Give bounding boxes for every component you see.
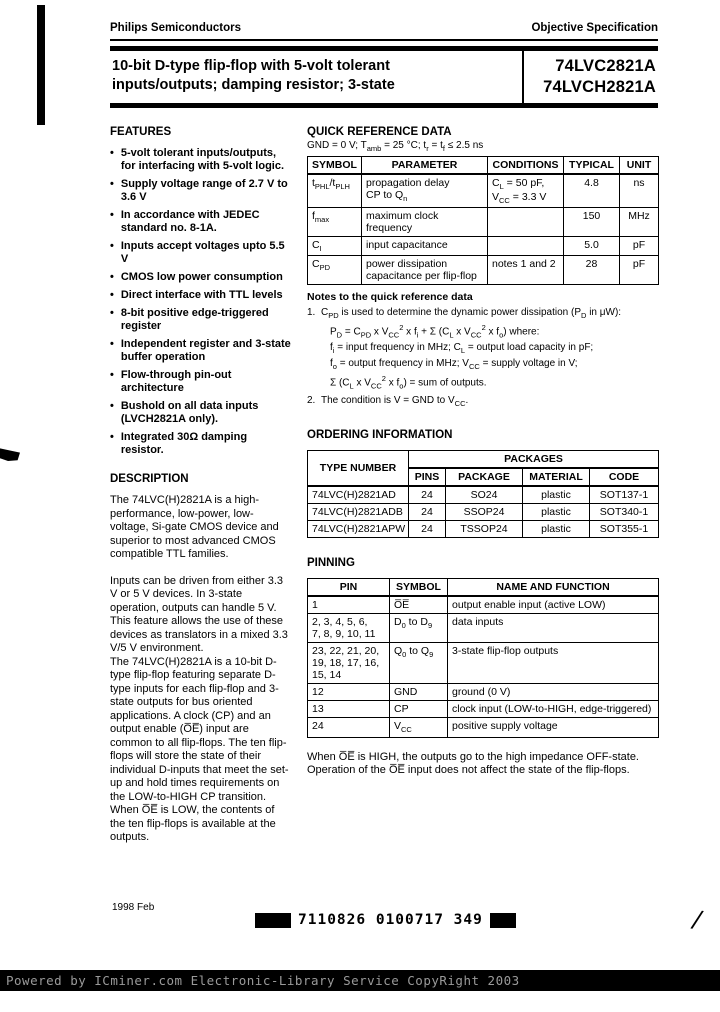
publication-date: 1998 Feb (112, 902, 155, 913)
col-package: PACKAGE (446, 468, 523, 486)
cell-pins: 24 (409, 504, 446, 521)
title-line-1: 10-bit D-type flip-flop with 5-volt tolerant (112, 58, 390, 74)
document-title (110, 51, 524, 103)
cell-code: SOT340-1 (590, 504, 659, 521)
cell-symbol: GND (390, 684, 448, 701)
table-row (308, 614, 659, 643)
barcode-block-icon (490, 913, 516, 928)
note-number: 1. (307, 306, 316, 318)
cell-symbol: O̅E̅ (390, 596, 448, 614)
cell-package: SSOP24 (446, 504, 523, 521)
cell-code: SOT355-1 (590, 521, 659, 538)
feature-item (110, 369, 291, 395)
description-paragraph: Inputs can be driven from either 3.3 V or 5 V devices. In 3-state operation, outputs can handle 5 V. This feature allows the use of these devices as translators in a mixed 3.3 V/5 V environment. (110, 574, 288, 654)
feature-text: Flow-through pin-out architecture (120, 369, 232, 394)
cell-function: positive supply voltage (448, 718, 659, 737)
col-packages: PACKAGES (409, 451, 659, 469)
part-number-2: 74LVCH2821A (543, 78, 656, 96)
col-pins: PINS (409, 468, 446, 486)
qrd-heading: QUICK REFERENCE DATA (307, 126, 452, 138)
note-item (307, 395, 658, 411)
feature-item (110, 338, 291, 364)
left-column (110, 120, 291, 858)
table-row (308, 684, 659, 701)
scan-artifact-bar (37, 5, 45, 125)
note-body (321, 307, 658, 393)
right-column (307, 120, 658, 858)
cell-unit: MHz (620, 208, 659, 237)
feature-item (110, 240, 291, 266)
feature-text: Independent register and 3-state buffer operation (120, 338, 291, 363)
cell-function: output enable input (active LOW) (448, 596, 659, 614)
feature-item (110, 178, 291, 204)
cell-symbol: CP (390, 701, 448, 718)
cell-material: plastic (523, 504, 590, 521)
cell-symbol: $C_I$ (308, 237, 362, 256)
notes-heading: Notes to the quick reference data (307, 291, 473, 304)
cell-pins: 24 (409, 486, 446, 504)
description-heading: DESCRIPTION (110, 473, 189, 485)
scan-artifact-blob (0, 447, 20, 461)
col-function: NAME AND FUNCTION (448, 579, 659, 597)
feature-item (110, 289, 291, 302)
cell-unit: pF (620, 237, 659, 256)
cell-function: ground (0 V) (448, 684, 659, 701)
cell-symbol: $D_0$ to $D_9$ (390, 614, 448, 643)
note-line: $C_{PD}$ is used to determine the dynamic power dissipation ($P_D$ in μW): (321, 306, 622, 320)
feature-item (110, 307, 291, 333)
feature-text: Direct interface with TTL levels (120, 289, 283, 301)
table-row (308, 174, 659, 208)
features-heading: FEATURES (110, 126, 172, 138)
cell-material: plastic (523, 521, 590, 538)
cell-function: 3-state flip-flop outputs (448, 643, 659, 684)
cell-typical: 4.8 (564, 174, 620, 208)
note-number: 2. (307, 394, 316, 406)
cell-typical: 150 (564, 208, 620, 237)
barcode-block-icon (255, 913, 291, 928)
feature-text: CMOS low power consumption (120, 271, 283, 283)
col-code: CODE (590, 468, 659, 486)
cell-package: TSSOP24 (446, 521, 523, 538)
bullet-icon: • (110, 400, 114, 412)
title-line-2: inputs/outputs; damping resistor; 3-state (112, 76, 395, 93)
watermark-bar (0, 970, 720, 991)
feature-text: Inputs accept voltages upto 5.5 V (120, 240, 285, 265)
part-number-1: 74LVC2821A (555, 57, 656, 75)
table-row (308, 643, 659, 684)
note-line: $P_D = C_{PD}$ x $V_{CC}^2$ x $f_i + \Sigma$ ($C_L$ x $V_{CC}^2$ x $f_o$) where: (330, 323, 540, 340)
handwritten-mark: / (690, 904, 703, 936)
bullet-icon: • (110, 240, 114, 252)
cell-material: plastic (523, 486, 590, 504)
page-header (110, 22, 658, 41)
table-row (308, 718, 659, 737)
pinning-heading: PINNING (307, 557, 355, 570)
watermark-text: Powered by ICminer.com Electronic-Library Service CopyRight 2003 (6, 973, 520, 988)
table-row (308, 486, 659, 504)
cell-unit: ns (620, 174, 659, 208)
description-paragraph: The 74LVC(H)2821A is a 10-bit D-type flip-flop featuring separate D-type inputs for each flip-flop and 3-state outputs for bus oriented applications. A clock (CP) and an output enable (O̅E̅) input are common to all flip-flops. The ten flip-flops will store the state of their individual D-inputs that meet the set-up and hold times requirements on the LOW-to-HIGH CP transition. When O̅E̅ is LOW, the contents of the ten flip-flops is available at the outputs. (110, 655, 289, 843)
features-list (110, 147, 291, 457)
col-typical: TYPICAL (564, 157, 620, 175)
cell-unit: pF (620, 256, 659, 285)
cell-pin: 24 (308, 718, 390, 737)
cell-typical: 28 (564, 256, 620, 285)
bullet-icon: • (110, 209, 114, 221)
page-body (110, 120, 658, 858)
bullet-icon: • (110, 369, 114, 381)
barcode (255, 911, 516, 929)
cell-type: 74LVC(H)2821AD (308, 486, 409, 504)
feature-text: Bushold on all data inputs (LVCH2821A only). (120, 400, 259, 425)
qrd-conditions: GND = 0 V; $T_{amb} = 25$ °C; $t_r = t_f \le 2.5$ ns (307, 140, 484, 153)
publisher-name: Philips Semiconductors (110, 22, 241, 34)
qrd-notes (307, 291, 658, 410)
cell-parameter: input capacitance (362, 237, 488, 256)
cell-conditions: notes 1 and 2 (488, 256, 564, 285)
table-header-row (308, 157, 659, 175)
barcode-number: 7110826 0100717 349 (298, 912, 483, 928)
col-unit: UNIT (620, 157, 659, 175)
note-line: The condition is V = GND to $V_{CC}$. (321, 394, 469, 408)
note-body (321, 395, 658, 411)
pinning-table (307, 578, 659, 737)
table-row (308, 596, 659, 614)
col-symbol: SYMBOL (390, 579, 448, 597)
ordering-table (307, 450, 659, 538)
table-row (308, 208, 659, 237)
cell-parameter: power dissipation capacitance per flip-flop (362, 256, 488, 285)
cell-symbol: $Q_0$ to $Q_9$ (390, 643, 448, 684)
col-pin: PIN (308, 579, 390, 597)
feature-item (110, 431, 291, 457)
cell-type: 74LVC(H)2821ADB (308, 504, 409, 521)
note-item (307, 307, 658, 393)
bullet-icon: • (110, 338, 114, 350)
cell-code: SOT137-1 (590, 486, 659, 504)
note-line: Σ ($C_L$ x $V_{CC}^2$ x $f_o$) = sum of outputs. (330, 374, 487, 391)
bullet-icon: • (110, 431, 114, 443)
table-row (308, 521, 659, 538)
cell-type: 74LVC(H)2821APW (308, 521, 409, 538)
table-row (308, 256, 659, 285)
feature-text: 8-bit positive edge-triggered register (120, 307, 269, 332)
col-parameter: PARAMETER (362, 157, 488, 175)
cell-symbol: $C_{PD}$ (308, 256, 362, 285)
cell-symbol: $V_{CC}$ (390, 718, 448, 737)
quick-reference-table (307, 156, 659, 285)
feature-text: Supply voltage range of 2.7 V to 3.6 V (120, 178, 288, 203)
cell-function: clock input (LOW-to-HIGH, edge-triggered) (448, 701, 659, 718)
part-numbers (524, 51, 658, 103)
table-header-row (308, 579, 659, 597)
oe-operation-note: When O̅E̅ is HIGH, the outputs go to the high impedance OFF-state. Operation of the O̅E̅ input does not affect the state of the flip-flops. (307, 750, 639, 777)
cell-symbol: $f_{max}$ (308, 208, 362, 237)
table-row (308, 237, 659, 256)
cell-conditions (488, 237, 564, 256)
col-symbol: SYMBOL (308, 157, 362, 175)
title-block (110, 46, 658, 108)
feature-text: 5-volt tolerant inputs/outputs, for interfacing with 5-volt logic. (120, 147, 285, 172)
feature-item (110, 209, 291, 235)
cell-pin: 12 (308, 684, 390, 701)
cell-pin: 1 (308, 596, 390, 614)
cell-function: data inputs (448, 614, 659, 643)
table-row (308, 504, 659, 521)
cell-package: SO24 (446, 486, 523, 504)
spec-type-label: Objective Specification (531, 22, 658, 34)
cell-parameter: maximum clock frequency (362, 208, 488, 237)
cell-pin: 23, 22, 21, 20, 19, 18, 17, 16, 15, 14 (308, 643, 390, 684)
cell-pin: 2, 3, 4, 5, 6, 7, 8, 9, 10, 11 (308, 614, 390, 643)
feature-item (110, 271, 291, 284)
col-type-number: TYPE NUMBER (308, 451, 409, 487)
bullet-icon: • (110, 307, 114, 319)
description-paragraph: The 74LVC(H)2821A is a high-performance, low-power, low-voltage, Si-gate CMOS device and superior to most advanced CMOS compatible TTL families. (110, 494, 279, 560)
feature-item (110, 147, 291, 173)
bullet-icon: • (110, 271, 114, 283)
note-detail (330, 322, 658, 393)
feature-item (110, 400, 291, 426)
col-material: MATERIAL (523, 468, 590, 486)
cell-symbol: $t_{PHL}/t_{PLH}$ (308, 174, 362, 208)
cell-pins: 24 (409, 521, 446, 538)
bullet-icon: • (110, 289, 114, 301)
cell-pin: 13 (308, 701, 390, 718)
cell-typical: 5.0 (564, 237, 620, 256)
table-row (308, 701, 659, 718)
note-line: $f_i$ = input frequency in MHz; $C_L$ = output load capacity in pF; (330, 342, 594, 356)
bullet-icon: • (110, 147, 114, 159)
col-conditions: CONDITIONS (488, 157, 564, 175)
cell-conditions (488, 208, 564, 237)
cell-conditions: $C_L = 50$ pF, $V_{CC} = 3.3$ V (488, 174, 564, 208)
note-line: $f_o$ = output frequency in MHz; $V_{CC}$ = supply voltage in V; (330, 357, 578, 371)
table-header-row (308, 451, 659, 469)
feature-text: In accordance with JEDEC standard no. 8-1A. (120, 209, 260, 234)
feature-text: Integrated 30Ω damping resistor. (120, 431, 248, 456)
bullet-icon: • (110, 178, 114, 190)
cell-parameter: propagation delay CP to $Q_n$ (362, 174, 488, 208)
ordering-heading: ORDERING INFORMATION (307, 429, 453, 442)
